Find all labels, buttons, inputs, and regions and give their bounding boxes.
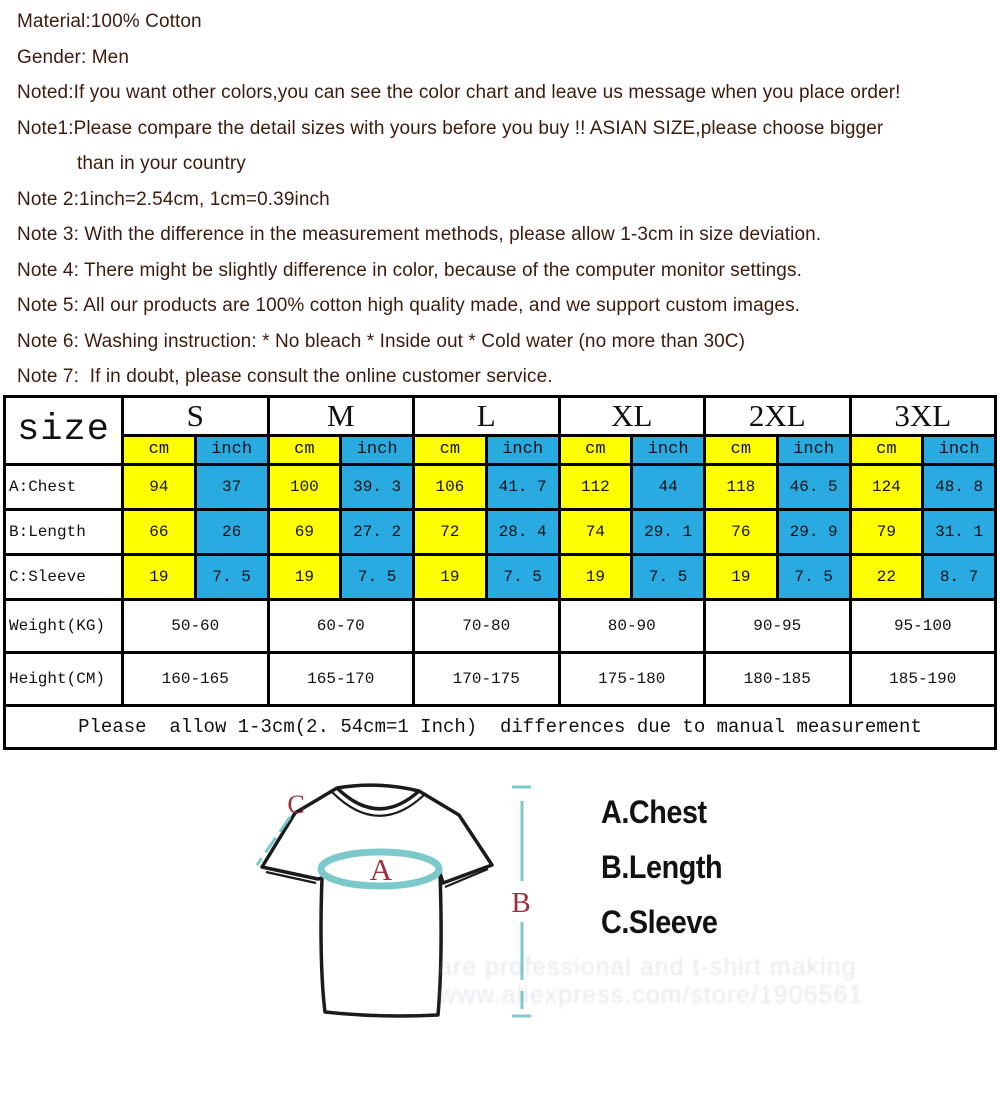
value-cell: 7. 5 [632,554,705,599]
value-cell: 19 [268,554,341,599]
unit-inch-cell: inch [195,435,268,464]
row-label-sleeve: C:Sleeve [5,554,123,599]
weight-cell: 50-60 [123,599,269,652]
note-6: Note 6: Washing instruction: * No bleach * Inside out * Cold water (no more than 30C) [17,330,746,352]
weight-cell: 90-95 [705,599,851,652]
row-length [5,509,996,554]
value-cell: 72 [414,509,487,554]
size-header-l: L [414,396,560,435]
size-chart-table [3,395,997,750]
unit-inch-cell: inch [777,435,850,464]
value-cell: 124 [850,464,923,509]
value-cell: 22 [850,554,923,599]
unit-inch-cell: inch [632,435,705,464]
weight-cell: 60-70 [268,599,414,652]
value-cell: 7. 5 [777,554,850,599]
tshirt-diagram-svg [0,750,1000,1081]
size-header-xl: XL [559,396,705,435]
value-cell: 19 [559,554,632,599]
unit-cm-cell: cm [414,435,487,464]
value-cell: 8. 7 [923,554,996,599]
value-cell: 7. 5 [486,554,559,599]
unit-cm-cell: cm [123,435,196,464]
note-colors: Noted:If you want other colors,you can see the color chart and leave us message when you place order! [17,82,901,103]
value-cell: 94 [123,464,196,509]
unit-inch-cell: inch [486,435,559,464]
value-cell: 19 [705,554,778,599]
table-footer-row [5,705,996,748]
value-cell: 37 [195,464,268,509]
row-sleeve [5,554,996,599]
watermark-line-1: are professional and t-shirt making [438,952,857,981]
height-cell: 160-165 [123,652,269,705]
value-cell: 26 [195,509,268,554]
row-label-length: B:Length [5,509,123,554]
legend-chest: A.Chest [601,793,707,830]
value-cell: 7. 5 [341,554,414,599]
weight-cell: 80-90 [559,599,705,652]
value-cell: 29. 9 [777,509,850,554]
value-cell: 79 [850,509,923,554]
row-chest [5,464,996,509]
note-3: Note 3: With the difference in the measurement methods, please allow 1-3cm in size deviation. [17,224,822,245]
value-cell: 39. 3 [341,464,414,509]
value-cell: 28. 4 [486,509,559,554]
watermark [438,953,998,1009]
measurement-diagram [0,750,1000,1081]
unit-inch-cell: inch [341,435,414,464]
value-cell: 48. 8 [923,464,996,509]
value-cell: 112 [559,464,632,509]
value-cell: 74 [559,509,632,554]
measurement-disclaimer: Please allow 1-3cm(2. 54cm=1 Inch) differences due to manual measurement [5,705,996,748]
size-header-2xl: 2XL [705,396,851,435]
note-4: Note 4: There might be slightly difference in color, because of the computer monitor settings. [17,259,802,281]
size-corner-label: size [5,396,123,464]
unit-cm-cell: cm [705,435,778,464]
height-cell: 165-170 [268,652,414,705]
value-cell: 41. 7 [486,464,559,509]
value-cell: 118 [705,464,778,509]
unit-cm-cell: cm [559,435,632,464]
size-header-3xl: 3XL [850,396,996,435]
unit-cm-cell: cm [268,435,341,464]
value-cell: 66 [123,509,196,554]
note-5: Note 5: All our products are 100% cotton high quality made, and we support custom images. [17,295,801,316]
legend-sleeve: C.Sleeve [601,903,718,940]
height-cell: 170-175 [414,652,560,705]
row-weight [5,599,996,652]
unit-cm-cell: cm [850,435,923,464]
notes-section [0,0,1000,395]
note-1-cont: than in your country [77,153,246,174]
label-c: C [287,789,305,819]
value-cell: 19 [414,554,487,599]
value-cell: 100 [268,464,341,509]
value-cell: 19 [123,554,196,599]
note-7: Note 7: If in doubt, please consult the online customer service. [17,366,553,387]
size-header-m: M [268,396,414,435]
value-cell: 106 [414,464,487,509]
size-header-row [5,396,996,435]
row-label-chest: A:Chest [5,464,123,509]
value-cell: 27. 2 [341,509,414,554]
unit-header-row [5,435,996,464]
height-cell: 180-185 [705,652,851,705]
label-a: A [369,851,393,887]
height-cell: 175-180 [559,652,705,705]
value-cell: 31. 1 [923,509,996,554]
size-header-s: S [123,396,269,435]
value-cell: 29. 1 [632,509,705,554]
weight-cell: 95-100 [850,599,996,652]
note-2: Note 2:1inch=2.54cm, 1cm=0.39inch [17,188,330,210]
value-cell: 44 [632,464,705,509]
note-1: Note1:Please compare the detail sizes with yours before you buy !! ASIAN SIZE,please choose bigger [17,117,884,139]
row-label-height: Height(CM) [5,652,123,705]
row-height [5,652,996,705]
note-material: Material:100% Cotton [17,11,202,32]
height-cell: 185-190 [850,652,996,705]
value-cell: 76 [705,509,778,554]
watermark-line-2: www.aliexpress.com/store/1906561 [438,980,864,1009]
weight-cell: 70-80 [414,599,560,652]
value-cell: 7. 5 [195,554,268,599]
note-gender: Gender: Men [17,46,129,68]
row-label-weight: Weight(KG) [5,599,123,652]
legend-length: B.Length [601,848,723,885]
unit-inch-cell: inch [923,435,996,464]
label-b: B [511,886,531,919]
value-cell: 69 [268,509,341,554]
value-cell: 46. 5 [777,464,850,509]
